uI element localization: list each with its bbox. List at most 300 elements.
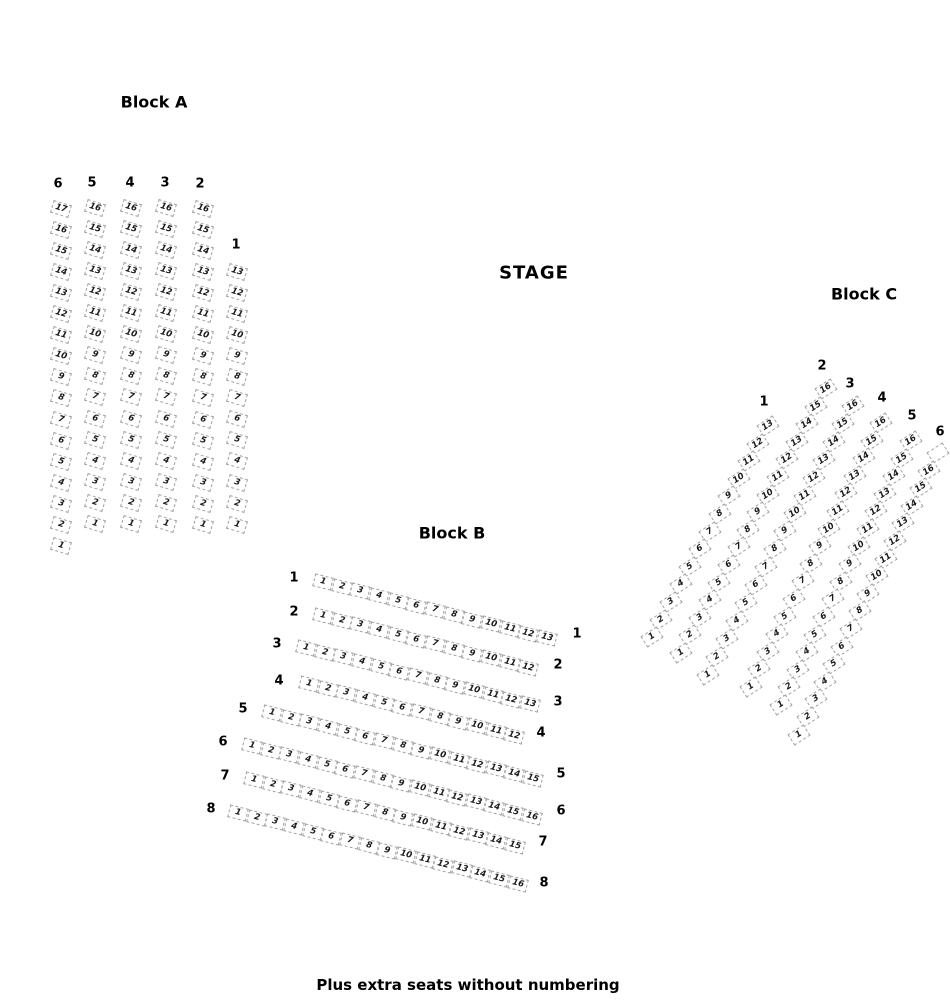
seat[interactable]: 1 — [155, 515, 177, 533]
seat[interactable]: 7 — [192, 389, 214, 407]
seat[interactable]: 4 — [813, 671, 836, 692]
seat[interactable]: 5 — [804, 624, 827, 645]
seat[interactable]: 1 — [120, 515, 142, 533]
seat[interactable]: 6 — [831, 636, 854, 657]
seat[interactable]: 9 — [747, 502, 770, 523]
seat[interactable]: 10 — [429, 747, 451, 764]
seat[interactable]: 12 — [84, 283, 106, 301]
seat[interactable]: 2 — [226, 495, 248, 513]
seat[interactable]: 7 — [120, 388, 142, 406]
seat[interactable]: 8 — [830, 571, 853, 592]
seat[interactable]: 3 — [756, 641, 779, 662]
seat[interactable]: 15 — [504, 837, 526, 854]
seat[interactable]: 16 — [918, 460, 941, 481]
seat[interactable]: 3 — [192, 474, 214, 492]
seat[interactable]: 6 — [336, 795, 358, 812]
seat[interactable]: 8 — [374, 804, 396, 821]
seat[interactable]: 4 — [192, 453, 214, 471]
seat[interactable]: 15 — [805, 396, 828, 417]
seat[interactable]: 11 — [430, 818, 452, 835]
seat[interactable]: 10 — [480, 650, 502, 667]
seat[interactable]: 11 — [428, 784, 450, 801]
seat[interactable]: 9 — [192, 347, 214, 365]
seat[interactable]: 4 — [283, 818, 305, 835]
seat[interactable]: 4 — [155, 452, 177, 470]
seat[interactable]: 5 — [387, 592, 409, 609]
seat[interactable]: 9 — [376, 842, 398, 859]
seat[interactable]: 15 — [522, 770, 544, 787]
seat[interactable]: 13 — [467, 828, 489, 845]
seat[interactable]: 15 — [84, 220, 106, 238]
seat[interactable]: 10 — [155, 325, 177, 343]
seat[interactable]: 1 — [50, 537, 72, 555]
seat[interactable]: 3 — [299, 714, 321, 731]
seat[interactable]: 1 — [227, 804, 249, 821]
seat[interactable]: 2 — [260, 742, 282, 759]
seat[interactable]: 5 — [336, 723, 358, 740]
seat[interactable]: 4 — [297, 751, 319, 768]
seat[interactable]: 16 — [155, 199, 177, 217]
seat[interactable]: 13 — [892, 513, 915, 534]
seat[interactable]: 6 — [405, 597, 427, 614]
seat[interactable]: 8 — [426, 672, 448, 689]
seat[interactable]: 12 — [517, 625, 539, 642]
seat[interactable]: 8 — [708, 503, 731, 524]
seat[interactable]: 7 — [226, 389, 248, 407]
seat[interactable]: 8 — [84, 367, 106, 385]
seat[interactable]: 2 — [246, 809, 268, 826]
seat[interactable]: 15 — [861, 430, 884, 451]
seat[interactable]: 13 — [843, 465, 866, 486]
seat[interactable]: 11 — [826, 500, 849, 521]
seat[interactable]: 11 — [874, 548, 897, 569]
seat[interactable]: 3 — [715, 628, 738, 649]
seat[interactable]: 6 — [226, 410, 248, 428]
seat[interactable]: 11 — [50, 326, 72, 344]
seat[interactable]: 6 — [192, 411, 214, 429]
seat[interactable]: 1 — [298, 675, 320, 692]
seat[interactable]: 12 — [432, 856, 454, 873]
seat[interactable]: 6 — [84, 410, 106, 428]
seat[interactable]: 15 — [891, 448, 914, 469]
seat[interactable]: 7 — [727, 537, 750, 558]
seat[interactable]: 12 — [517, 659, 539, 676]
seat[interactable]: 2 — [650, 609, 673, 630]
seat[interactable]: 16 — [841, 395, 864, 416]
seat[interactable]: 6 — [50, 432, 72, 450]
seat[interactable]: 6 — [391, 699, 413, 716]
seat[interactable]: 14 — [900, 495, 923, 516]
seat[interactable]: 8 — [50, 389, 72, 407]
seat[interactable]: 4 — [698, 590, 721, 611]
seat[interactable]: 15 — [488, 870, 510, 887]
seat[interactable]: 14 — [795, 414, 818, 435]
seat[interactable]: 5 — [316, 756, 338, 773]
seat[interactable]: 15 — [155, 220, 177, 238]
seat[interactable]: 1 — [312, 607, 334, 624]
seat[interactable]: 9 — [774, 521, 797, 542]
seat[interactable]: 7 — [373, 733, 395, 750]
seat[interactable]: 16 — [50, 221, 72, 239]
seat[interactable]: 9 — [857, 583, 880, 604]
seat[interactable]: 9 — [444, 677, 466, 694]
seat[interactable]: 10 — [463, 682, 485, 699]
seat[interactable]: 10 — [411, 814, 433, 831]
seat[interactable]: 4 — [368, 621, 390, 638]
seat[interactable]: 2 — [155, 494, 177, 512]
seat[interactable]: 4 — [354, 689, 376, 706]
seat[interactable]: 6 — [155, 410, 177, 428]
seat[interactable]: 10 — [866, 566, 889, 587]
seat[interactable]: 11 — [482, 686, 504, 703]
seat[interactable]: 14 — [504, 765, 526, 782]
seat[interactable]: 4 — [669, 574, 692, 595]
seat[interactable]: 1 — [739, 676, 762, 697]
seat[interactable]: 13 — [812, 449, 835, 470]
seat[interactable]: 8 — [226, 368, 248, 386]
seat[interactable]: 7 — [424, 636, 446, 653]
seat[interactable]: 4 — [725, 610, 748, 631]
seat[interactable]: 11 — [766, 466, 789, 487]
seat[interactable]: 13 — [50, 284, 72, 302]
seat[interactable]: 5 — [318, 790, 340, 807]
seat[interactable]: 11 — [448, 751, 470, 768]
seat[interactable]: 12 — [776, 449, 799, 470]
seat[interactable]: 4 — [226, 452, 248, 470]
seat[interactable]: 12 — [466, 756, 488, 773]
seat[interactable]: 9 — [226, 347, 248, 365]
seat[interactable]: 1 — [787, 724, 810, 745]
seat[interactable]: 11 — [120, 304, 142, 322]
seat[interactable]: 9 — [390, 775, 412, 792]
seat[interactable]: 2 — [679, 625, 702, 646]
seat[interactable]: 7 — [353, 766, 375, 783]
seat[interactable]: 6 — [405, 631, 427, 648]
seat[interactable]: 1 — [696, 664, 719, 685]
seat[interactable]: 4 — [765, 624, 788, 645]
seat[interactable]: 5 — [387, 626, 409, 643]
seat[interactable]: 9 — [84, 346, 106, 364]
seat[interactable]: 13 — [536, 630, 558, 647]
seat[interactable]: 10 — [226, 326, 248, 344]
seat[interactable]: 2 — [331, 578, 353, 595]
seat[interactable]: 12 — [50, 305, 72, 323]
seat[interactable]: 8 — [358, 837, 380, 854]
seat[interactable]: 3 — [333, 649, 355, 666]
seat[interactable]: 11 — [737, 451, 760, 472]
seat[interactable]: 3 — [226, 474, 248, 492]
seat[interactable]: 10 — [120, 325, 142, 343]
seat[interactable]: 7 — [754, 556, 777, 577]
seat[interactable]: 6 — [388, 663, 410, 680]
seat[interactable]: 9 — [392, 809, 414, 826]
seat[interactable]: 15 — [832, 413, 855, 434]
seat[interactable]: 2 — [778, 677, 801, 698]
seat[interactable]: 1 — [312, 573, 334, 590]
seat[interactable]: 6 — [812, 606, 835, 627]
seat[interactable]: 6 — [782, 588, 805, 609]
seat[interactable]: 6 — [334, 761, 356, 778]
seat[interactable]: 10 — [756, 484, 779, 505]
seat[interactable]: 9 — [410, 742, 432, 759]
seat[interactable]: 7 — [791, 571, 814, 592]
seat[interactable]: 14 — [484, 798, 506, 815]
seat[interactable]: 10 — [50, 347, 72, 365]
seat[interactable]: 16 — [814, 378, 837, 399]
seat[interactable]: 7 — [424, 602, 446, 619]
extra-seat[interactable] — [926, 442, 949, 463]
seat[interactable]: 1 — [241, 737, 263, 754]
seat[interactable]: 4 — [317, 718, 339, 735]
seat[interactable]: 14 — [192, 242, 214, 260]
seat[interactable]: 15 — [120, 220, 142, 238]
seat[interactable]: 2 — [280, 709, 302, 726]
seat[interactable]: 8 — [443, 640, 465, 657]
seat[interactable]: 4 — [50, 474, 72, 492]
seat[interactable]: 8 — [392, 737, 414, 754]
seat[interactable]: 5 — [226, 431, 248, 449]
seat[interactable]: 11 — [499, 620, 521, 637]
seat[interactable]: 8 — [848, 601, 871, 622]
seat[interactable]: 6 — [120, 410, 142, 428]
seat[interactable]: 14 — [120, 241, 142, 259]
seat[interactable]: 8 — [443, 606, 465, 623]
seat[interactable]: 4 — [120, 452, 142, 470]
seat[interactable]: 8 — [764, 539, 787, 560]
seat[interactable]: 9 — [50, 368, 72, 386]
seat[interactable]: 1 — [84, 515, 106, 533]
seat[interactable]: 4 — [795, 642, 818, 663]
seat[interactable]: 3 — [50, 495, 72, 513]
seat[interactable]: 3 — [336, 685, 358, 702]
seat[interactable]: 11 — [856, 518, 879, 539]
seat[interactable]: 13 — [785, 431, 808, 452]
seat[interactable]: 2 — [192, 495, 214, 513]
seat[interactable]: 10 — [466, 718, 488, 735]
seat[interactable]: 3 — [688, 607, 711, 628]
seat[interactable]: 5 — [774, 606, 797, 627]
seat[interactable]: 15 — [50, 242, 72, 260]
seat[interactable]: 5 — [302, 823, 324, 840]
seat[interactable]: 3 — [805, 689, 828, 710]
seat[interactable]: 3 — [84, 473, 106, 491]
seat[interactable]: 12 — [120, 283, 142, 301]
seat[interactable]: 2 — [706, 646, 729, 667]
seat[interactable]: 12 — [155, 283, 177, 301]
seat[interactable]: 8 — [800, 553, 823, 574]
seat[interactable]: 12 — [448, 823, 470, 840]
seat[interactable]: 3 — [281, 781, 303, 798]
seat[interactable]: 6 — [354, 728, 376, 745]
seat[interactable]: 5 — [120, 431, 142, 449]
seat[interactable]: 13 — [120, 262, 142, 280]
seat[interactable]: 11 — [414, 851, 436, 868]
seat[interactable]: 14 — [155, 241, 177, 259]
seat[interactable]: 11 — [192, 305, 214, 323]
seat[interactable]: 15 — [909, 478, 932, 499]
seat[interactable]: 8 — [155, 367, 177, 385]
seat[interactable]: 3 — [786, 659, 809, 680]
seat[interactable]: 7 — [355, 800, 377, 817]
seat[interactable]: 2 — [84, 494, 106, 512]
seat[interactable]: 6 — [717, 554, 740, 575]
seat[interactable]: 7 — [339, 833, 361, 850]
seat[interactable]: 4 — [84, 452, 106, 470]
seat[interactable]: 14 — [486, 832, 508, 849]
seat[interactable]: 5 — [679, 556, 702, 577]
seat[interactable]: 4 — [351, 653, 373, 670]
seat[interactable]: 10 — [727, 468, 750, 489]
seat[interactable]: 3 — [155, 473, 177, 491]
seat[interactable]: 8 — [429, 708, 451, 725]
seat[interactable]: 5 — [735, 592, 758, 613]
seat[interactable]: 12 — [503, 727, 525, 744]
seat[interactable]: 15 — [502, 803, 524, 820]
seat[interactable]: 4 — [368, 587, 390, 604]
seat[interactable]: 7 — [821, 589, 844, 610]
seat[interactable]: 13 — [519, 696, 541, 713]
seat[interactable]: 1 — [261, 704, 283, 721]
seat[interactable]: 9 — [809, 536, 832, 557]
seat[interactable]: 9 — [461, 645, 483, 662]
seat[interactable]: 5 — [822, 654, 845, 675]
seat[interactable]: 8 — [192, 368, 214, 386]
seat[interactable]: 6 — [320, 828, 342, 845]
seat[interactable]: 7 — [410, 704, 432, 721]
seat[interactable]: 17 — [50, 200, 72, 218]
seat[interactable]: 9 — [120, 346, 142, 364]
seat[interactable]: 9 — [155, 346, 177, 364]
seat[interactable]: 1 — [295, 639, 317, 656]
seat[interactable]: 3 — [350, 583, 372, 600]
seat[interactable]: 12 — [835, 483, 858, 504]
seat[interactable]: 11 — [793, 485, 816, 506]
seat[interactable]: 12 — [803, 467, 826, 488]
seat[interactable]: 2 — [120, 494, 142, 512]
seat[interactable]: 1 — [640, 627, 663, 648]
seat[interactable]: 2 — [331, 612, 353, 629]
seat[interactable]: 3 — [265, 814, 287, 831]
seat[interactable]: 2 — [314, 644, 336, 661]
seat[interactable]: 12 — [192, 284, 214, 302]
seat[interactable]: 14 — [822, 431, 845, 452]
seat[interactable]: 8 — [737, 519, 760, 540]
seat[interactable]: 10 — [817, 518, 840, 539]
seat[interactable]: 8 — [120, 367, 142, 385]
seat[interactable]: 16 — [84, 199, 106, 217]
seat[interactable]: 7 — [50, 411, 72, 429]
seat[interactable]: 10 — [847, 536, 870, 557]
seat[interactable]: 13 — [756, 415, 779, 436]
seat[interactable]: 11 — [155, 304, 177, 322]
seat[interactable]: 3 — [279, 747, 301, 764]
seat[interactable]: 6 — [744, 574, 767, 595]
seat[interactable]: 10 — [783, 503, 806, 524]
seat[interactable]: 13 — [873, 483, 896, 504]
seat[interactable]: 16 — [899, 430, 922, 451]
seat[interactable]: 1 — [769, 694, 792, 715]
seat[interactable]: 5 — [370, 658, 392, 675]
seat[interactable]: 11 — [485, 722, 507, 739]
seat[interactable]: 14 — [882, 466, 905, 487]
seat[interactable]: 11 — [226, 305, 248, 323]
seat[interactable]: 2 — [796, 706, 819, 727]
seat[interactable]: 5 — [373, 694, 395, 711]
seat[interactable]: 12 — [500, 691, 522, 708]
seat[interactable]: 12 — [226, 284, 248, 302]
seat[interactable]: 13 — [226, 263, 248, 281]
seat[interactable]: 9 — [447, 713, 469, 730]
seat[interactable]: 13 — [192, 263, 214, 281]
seat[interactable]: 8 — [372, 770, 394, 787]
seat[interactable]: 10 — [409, 780, 431, 797]
seat[interactable]: 13 — [84, 262, 106, 280]
seat[interactable]: 4 — [299, 785, 321, 802]
seat[interactable]: 7 — [839, 618, 862, 639]
seat[interactable]: 13 — [465, 794, 487, 811]
seat[interactable]: 9 — [839, 554, 862, 575]
seat[interactable]: 9 — [718, 486, 741, 507]
seat[interactable]: 16 — [521, 808, 543, 825]
seat[interactable]: 14 — [84, 241, 106, 259]
seat[interactable]: 5 — [708, 572, 731, 593]
seat[interactable]: 10 — [192, 326, 214, 344]
seat[interactable]: 3 — [659, 591, 682, 612]
seat[interactable]: 13 — [155, 262, 177, 280]
seat[interactable]: 16 — [507, 875, 529, 892]
seat[interactable]: 16 — [120, 199, 142, 217]
seat[interactable]: 7 — [84, 388, 106, 406]
seat[interactable]: 12 — [865, 501, 888, 522]
seat[interactable]: 1 — [669, 642, 692, 663]
seat[interactable]: 2 — [748, 659, 771, 680]
seat[interactable]: 2 — [50, 516, 72, 534]
seat[interactable]: 3 — [120, 473, 142, 491]
seat[interactable]: 5 — [84, 431, 106, 449]
seat[interactable]: 7 — [407, 668, 429, 685]
seat[interactable]: 6 — [689, 539, 712, 560]
seat[interactable]: 14 — [470, 865, 492, 882]
seat[interactable]: 13 — [451, 861, 473, 878]
seat[interactable]: 13 — [485, 761, 507, 778]
seat[interactable]: 2 — [317, 680, 339, 697]
seat[interactable]: 15 — [192, 221, 214, 239]
seat[interactable]: 2 — [262, 776, 284, 793]
seat[interactable]: 11 — [499, 654, 521, 671]
seat[interactable]: 16 — [192, 200, 214, 218]
seat[interactable]: 9 — [461, 611, 483, 628]
seat[interactable]: 10 — [84, 325, 106, 343]
seat[interactable]: 3 — [350, 617, 372, 634]
seat[interactable]: 11 — [84, 304, 106, 322]
seat[interactable]: 1 — [192, 516, 214, 534]
seat[interactable]: 7 — [698, 521, 721, 542]
seat[interactable]: 14 — [50, 263, 72, 281]
seat[interactable]: 16 — [869, 412, 892, 433]
seat[interactable]: 1 — [243, 771, 265, 788]
seat[interactable]: 5 — [50, 453, 72, 471]
seat[interactable]: 5 — [155, 431, 177, 449]
seat[interactable]: 7 — [155, 388, 177, 406]
seat[interactable]: 10 — [480, 616, 502, 633]
seat[interactable]: 12 — [747, 433, 770, 454]
seat[interactable]: 5 — [192, 432, 214, 450]
seat[interactable]: 14 — [852, 448, 875, 469]
seat[interactable]: 10 — [395, 847, 417, 864]
seat[interactable]: 12 — [446, 789, 468, 806]
seat[interactable]: 12 — [883, 530, 906, 551]
seat[interactable]: 1 — [226, 516, 248, 534]
